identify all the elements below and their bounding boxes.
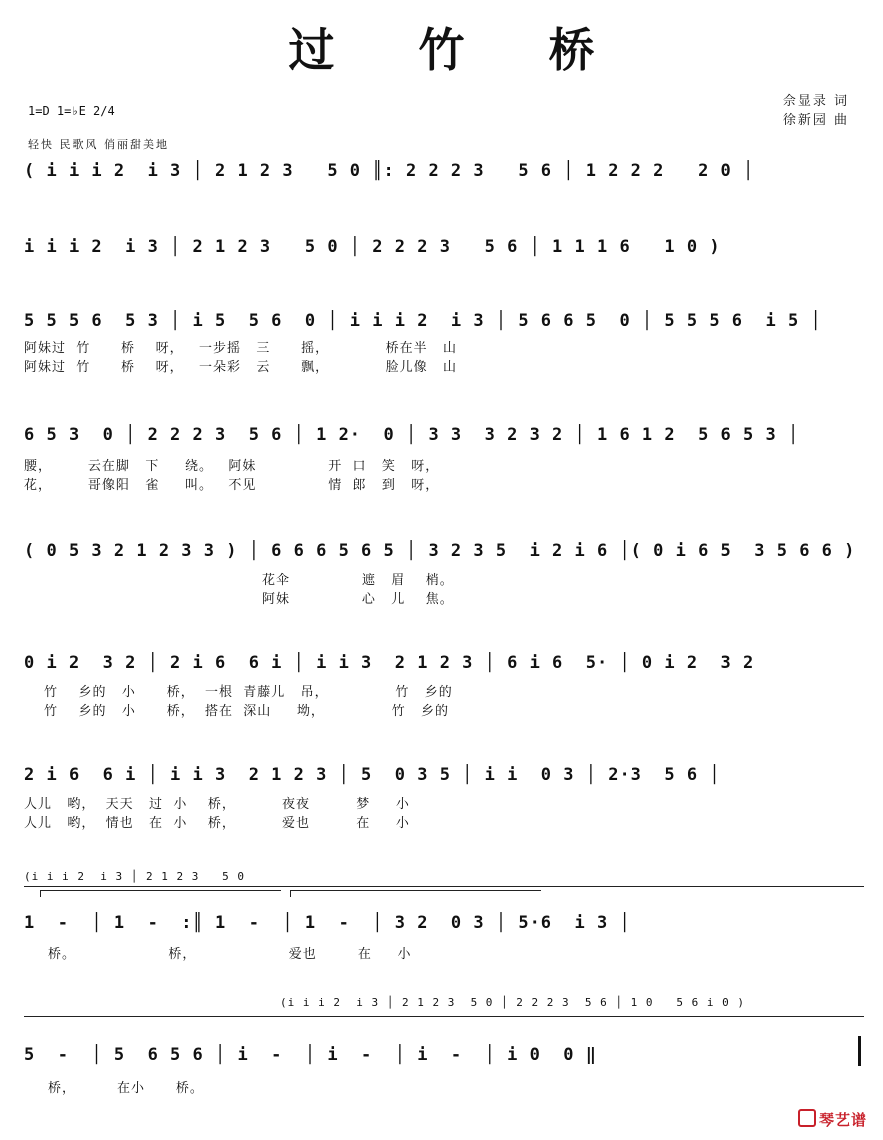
lyric-line-4b: 花， 哥像阳 雀 叫。 不见 情 郎 到 呀， [24, 478, 440, 493]
watermark-text: 琴艺谱 [818, 1111, 867, 1129]
key-signature: 1=D 1=♭E 2/4 [28, 104, 115, 118]
score-system-9-intro: (i i i 2 i 3 │ 2 1 2 3 5 0 │ 2 2 2 3 5 6 │ 1 0 5 6 i 0 ) [280, 996, 745, 1009]
song-title: 过 竹 桥 [288, 23, 629, 77]
score-system-8-intro: (i i i 2 i 3 │ 2 1 2 3 5 0 [24, 870, 246, 883]
score-system-4: 6 5 3 0 │ 2 2 2 3 5 6 │ 1 2· 0 │ 3 3 3 2 3 2 │ 1 6 1 2 5 6 5 3 │ [24, 425, 800, 445]
lyric-line-7a: 人儿 哟， 天天 过 小 桥， 夜夜 梦 小 [24, 797, 410, 812]
score-system-1: ( i i i 2 i 3 │ 2 1 2 3 5 0 ║: 2 2 2 3 5 6 │ 1 2 2 2 2 0 │ [24, 161, 755, 181]
watermark-logo-icon [798, 1109, 816, 1127]
score-system-5: ( 0 5 3 2 1 2 3 3 ) │ 6 6 6 5 6 5 │ 3 2 3 5 i 2 i 6 │( 0 i 6 5 3 5 6 6 ) [24, 541, 856, 561]
score-system-6: 0 i 2 3 2 │ 2 i 6 6 i │ i i 3 2 1 2 3 │ 6 i 6 5· │ 0 i 2 3 2 [24, 653, 755, 673]
first-ending-bracket [40, 890, 281, 897]
lyric-line-3a: 阿妹过 竹 桥 呀， 一步摇 三 摇， 桥在半 山 [24, 341, 458, 356]
score-system-8: 1 - │ 1 - :║ 1 - │ 1 - │ 3 2 0 3 │ 5·6 i 3 │ [24, 913, 631, 933]
lyric-line-5b: 阿妹 心 儿 焦。 [262, 592, 454, 607]
lyric-line-8: 桥。 桥， 爱也 在 小 [48, 947, 412, 962]
site-watermark [798, 1109, 867, 1130]
score-system-9: 5 - │ 5 6 5 6 │ i - │ i - │ i - │ i 0 0 ‖ [24, 1045, 597, 1065]
lyric-line-9: 桥， 在小 桥。 [48, 1081, 204, 1096]
score-system-7: 2 i 6 6 i │ i i 3 2 1 2 3 │ 5 0 3 5 │ i i 0 3 │ 2·3 5 6 │ [24, 765, 721, 785]
lyric-line-7b: 人儿 哟， 情也 在 小 桥， 爱也 在 小 [24, 816, 410, 831]
lyric-line-3b: 阿妹过 竹 桥 呀， 一朵彩 云 飘， 脸儿像 山 [24, 360, 458, 375]
lyric-line-5a: 花伞 遮 眉 梢。 [262, 573, 454, 588]
score-rule-9 [24, 1016, 864, 1017]
lyric-line-6a: 竹 乡的 小 桥， 一根 青藤儿 吊， 竹 乡的 [44, 685, 453, 700]
lyric-line-4a: 腰， 云在脚 下 绕。 阿妹 开 口 笑 呀， [24, 459, 440, 474]
score-rule-8 [24, 886, 864, 887]
composer-credit: 徐新园 曲 [782, 113, 849, 128]
lyric-line-6b: 竹 乡的 小 桥， 搭在 深山 坳， 竹 乡的 [44, 704, 450, 719]
score-system-3: 5 5 5 6 5 3 │ i 5 5 6 0 │ i i i 2 i 3 │ 5 6 6 5 0 │ 5 5 5 6 i 5 │ [24, 311, 822, 331]
lyricist-credit: 佘显录 词 [782, 94, 849, 109]
tempo-style: 轻快 民歌风 俏丽甜美地 [28, 138, 169, 151]
credits [783, 92, 849, 130]
score-system-2: i i i 2 i 3 │ 2 1 2 3 5 0 │ 2 2 2 3 5 6 │ 1 1 1 6 1 0 ) [24, 237, 721, 257]
final-barline [858, 1036, 861, 1066]
second-ending-bracket [290, 890, 541, 897]
